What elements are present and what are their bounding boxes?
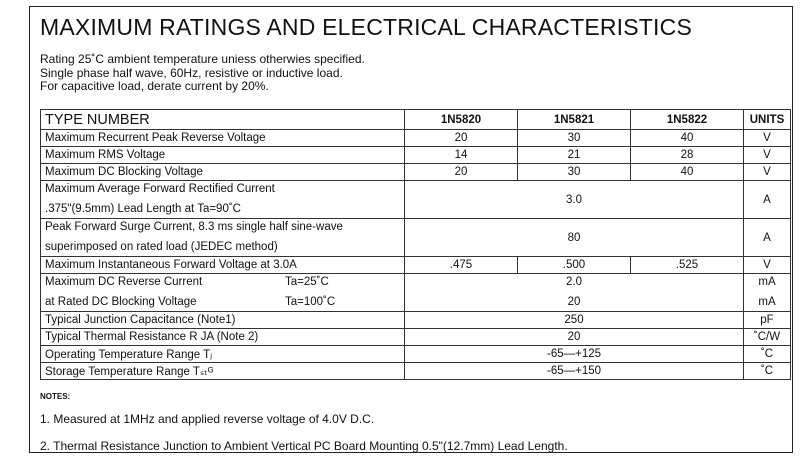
value-cell: 14 [405,147,518,164]
header-type-number: TYPE NUMBER [41,110,405,130]
param-cj: Typical Junction Capacitance (Note1) [41,312,405,329]
table-row [41,274,791,312]
unit-cell: pF [744,312,791,329]
unit-cell: V [744,257,791,274]
page-title: MAXIMUM RATINGS AND ELECTRICAL CHARACTERISTICS [40,14,692,40]
param-ir-line2: at Rated DC Blocking Voltage [45,296,197,308]
value-cell: 21 [518,147,631,164]
header-1n5820: 1N5820 [405,110,518,130]
param-ifsm [41,219,405,257]
param-ifsm-line2: superimposed on rated load (JEDEC method) [45,241,278,253]
condition-line: Rating 25˚C ambient temperature uniess otherwies specified. [40,52,365,66]
param-iav-line1: Maximum Average Forward Rectified Current [45,183,275,195]
value-cell: 30 [518,164,631,181]
ratings-table [40,109,791,380]
value-cell-merged: 250 [405,312,744,329]
table-row [41,164,791,181]
value-cell-merged: -65—+125 [405,346,744,363]
header-units: UNITS [744,110,791,130]
param-tstg: Storage Temperature Range Tₛₜᴳ [41,363,405,380]
param-ir-line1: Maximum DC Reverse Current [45,276,203,288]
param-ir-line1-wrap [45,275,400,290]
param-rth: Typical Thermal Resistance R JA (Note 2) [41,329,405,346]
value-cell: .500 [518,257,631,274]
value-ir-25c: 2.0 [566,276,582,288]
value-cell-merged: -65—+150 [405,363,744,380]
notes-heading: NOTES: [40,392,71,401]
param-vdc: Maximum DC Blocking Voltage [41,164,405,181]
value-cell: 40 [631,130,744,147]
param-iav [41,181,405,219]
param-ir-cond1: Ta=25˚C [285,276,329,288]
table-row [41,329,791,346]
value-ir-100c: 20 [567,296,581,308]
unit-cell: ˚C/W [744,329,791,346]
condition-line: For capacitive load, derate current by 20%. [40,79,269,93]
param-iav-line2: .375"(9.5mm) Lead Length at Ta=90˚C [45,203,241,215]
unit-cell: V [744,130,791,147]
table-row [41,363,791,380]
table-row [41,147,791,164]
rating-conditions [40,53,365,94]
param-ifsm-line1: Peak Forward Surge Current, 8.3 ms single half sine-wave [45,221,343,233]
param-ir-line2-wrap [45,295,400,310]
header-1n5821: 1N5821 [518,110,631,130]
param-vrms: Maximum RMS Voltage [41,147,405,164]
param-vrrm: Maximum Recurrent Peak Reverse Voltage [41,130,405,147]
value-cell-merged [405,219,744,257]
value-cell: 20 [405,130,518,147]
table-row [41,346,791,363]
param-ir-cond2: Ta=100˚C [285,296,336,308]
header-1n5822: 1N5822 [631,110,744,130]
note-item: 1. Measured at 1MHz and applied reverse voltage of 4.0V D.C. [40,412,375,426]
value-cell: 28 [631,147,744,164]
unit-cell [744,274,791,312]
value-cell-merged: 20 [405,329,744,346]
note-item: 2. Thermal Resistance Junction to Ambient Vertical PC Board Mounting 0.5"(12.7mm) Lead Length. [40,439,568,453]
table-row [41,130,791,147]
value-cell-merged [405,274,744,312]
param-vf: Maximum Instantaneous Forward Voltage at 3.0A [41,257,405,274]
table-row [41,219,791,257]
value-cell: 30 [518,130,631,147]
param-top: Operating Temperature Range Tⱼ [41,346,405,363]
table-header-row [41,110,791,130]
datasheet-panel [29,6,793,453]
unit-cell: ˚C [744,346,791,363]
table-row [41,181,791,219]
value-cell: 40 [631,164,744,181]
unit-cell: A [744,181,791,219]
table-row [41,257,791,274]
unit-cell: V [744,164,791,181]
unit-cell: V [744,147,791,164]
value-cell-merged [405,181,744,219]
value-ifsm: 80 [567,231,581,244]
condition-line: Single phase half wave, 60Hz, resistive or inductive load. [40,65,343,80]
value-cell: .525 [631,257,744,274]
param-ir [41,274,405,312]
value-cell: .475 [405,257,518,274]
unit-cell: ˚C [744,363,791,380]
notes-section [40,392,568,453]
unit-ir-100c: mA [758,296,776,308]
table-row [41,312,791,329]
value-cell: 20 [405,164,518,181]
unit-cell: A [744,219,791,257]
unit-ir-25c: mA [758,276,776,288]
value-iav: 3.0 [566,193,582,206]
